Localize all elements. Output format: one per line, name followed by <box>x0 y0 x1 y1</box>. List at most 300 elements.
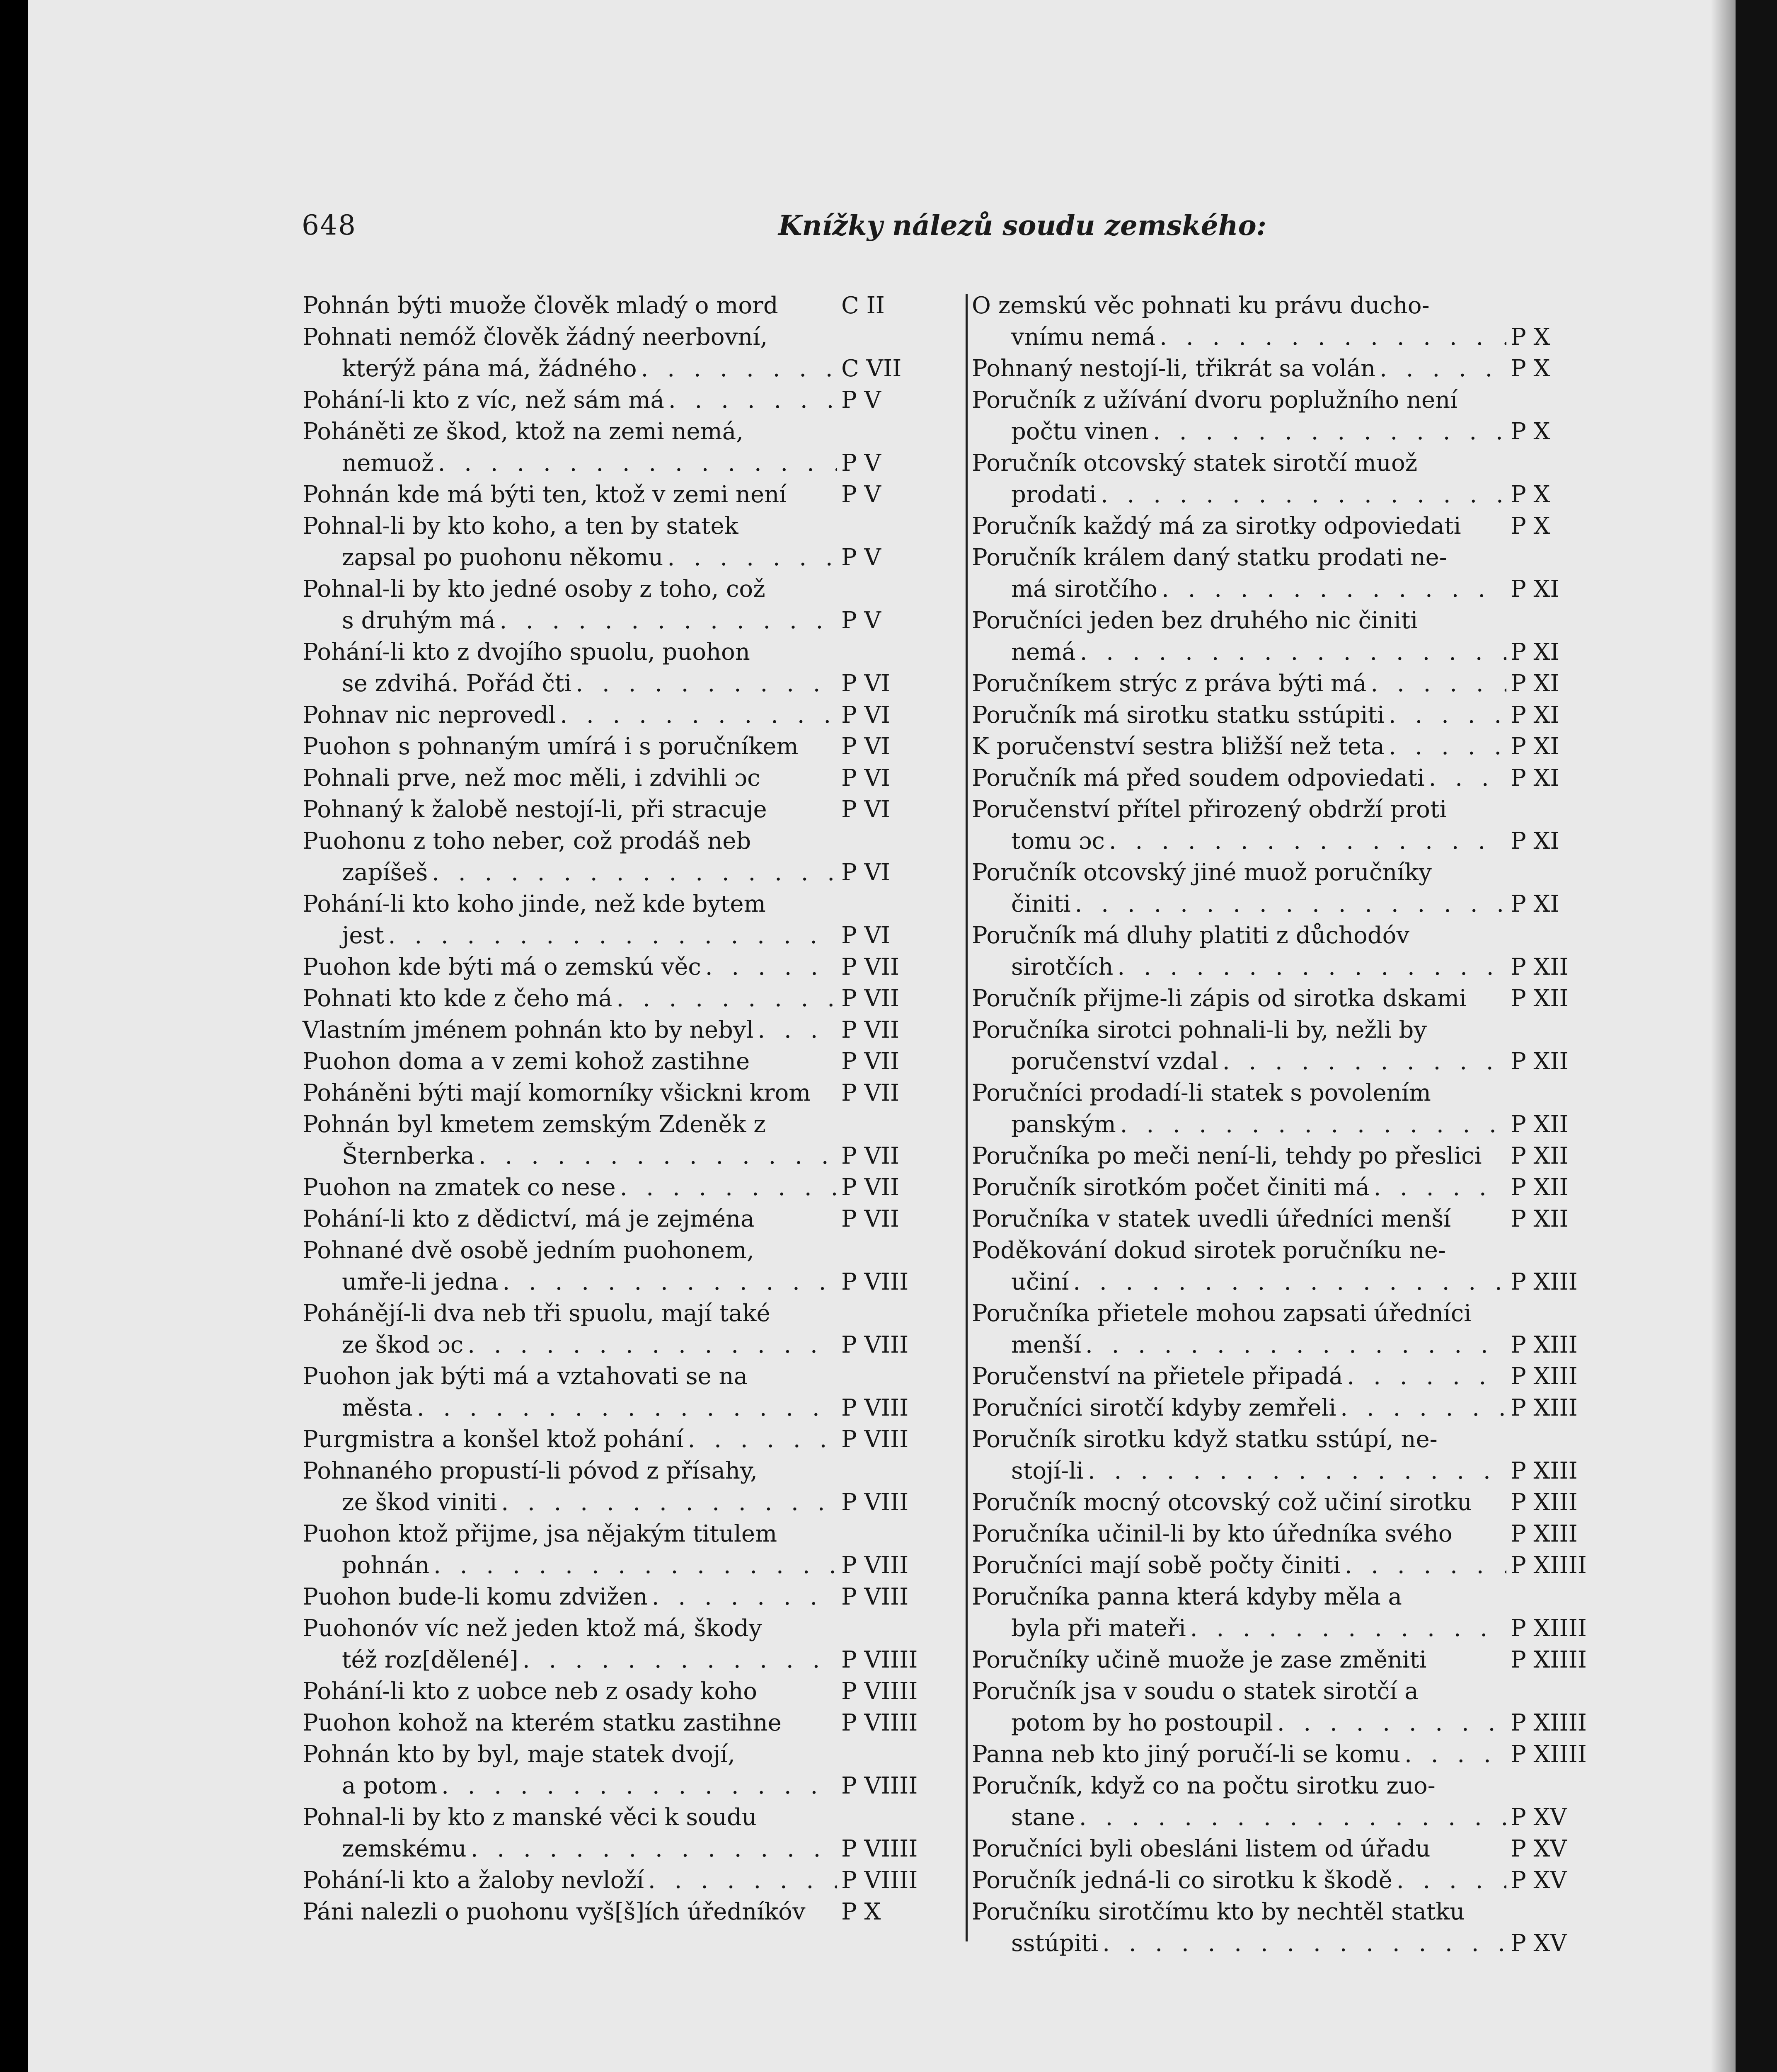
entry-reference: P XII <box>1511 954 1569 980</box>
entry-line <box>972 353 1618 385</box>
entry-reference: P X <box>1511 324 1550 351</box>
index-entry <box>972 668 1618 700</box>
entry-line <box>303 1424 949 1455</box>
index-entry <box>972 1140 1618 1172</box>
entry-line <box>303 1802 949 1833</box>
entry-text: města <box>342 1394 413 1421</box>
entry-line <box>303 479 949 511</box>
entry-text: Pohnán byl kmetem zemským Zdeněk z <box>303 1111 766 1138</box>
entry-continuation <box>972 1455 1618 1487</box>
index-entry <box>972 1865 1618 1896</box>
leader-dots <box>1404 1739 1506 1770</box>
index-entry <box>972 1896 1618 1959</box>
entry-continuation <box>972 637 1618 668</box>
entry-text: prodati <box>1011 481 1097 508</box>
index-entry <box>972 605 1618 668</box>
entry-text: menší <box>1011 1331 1081 1358</box>
leader-dots <box>432 857 837 888</box>
entry-line <box>303 1518 949 1550</box>
entry-reference: P VIII <box>841 1426 909 1453</box>
leader-dots <box>1345 1550 1506 1581</box>
entry-text: Páni nalezli o puohonu vyš[š]ích úředníkóv <box>303 1898 806 1925</box>
entry-reference: P VI <box>841 765 891 792</box>
entry-line <box>303 1613 949 1644</box>
index-entry <box>303 700 949 731</box>
entry-reference: P VIIII <box>841 1646 918 1673</box>
entry-continuation <box>303 1266 949 1298</box>
entry-line <box>972 605 1618 637</box>
entry-reference: P XIIII <box>1511 1552 1587 1579</box>
index-entry <box>303 1802 949 1865</box>
entry-line <box>972 1865 1618 1896</box>
leader-dots <box>688 1424 837 1455</box>
entry-line <box>972 385 1618 416</box>
entry-reference: P XII <box>1511 985 1569 1012</box>
entry-line <box>972 983 1618 1014</box>
index-column-right <box>972 290 1618 1959</box>
entry-continuation <box>972 1329 1618 1361</box>
entry-continuation <box>972 825 1618 857</box>
entry-line <box>303 1455 949 1487</box>
entry-line <box>972 1896 1618 1928</box>
leader-dots <box>1117 951 1506 983</box>
entry-reference: P XV <box>1511 1804 1567 1831</box>
leader-dots <box>438 448 837 479</box>
leader-dots <box>433 1550 837 1581</box>
leader-dots <box>1370 668 1506 700</box>
entry-text: Pohání-li kto z dědictví, má je zejména <box>303 1205 755 1232</box>
leader-dots <box>1347 1361 1506 1392</box>
entry-line <box>303 1896 949 1928</box>
entry-reference: P XII <box>1511 1174 1569 1201</box>
entry-text: Šternberka <box>342 1143 475 1169</box>
entry-line <box>972 1424 1618 1455</box>
entry-reference: P XI <box>1511 828 1559 854</box>
entry-text: Poručník má dluhy platiti z důchodóv <box>972 922 1409 949</box>
entry-line <box>303 322 949 353</box>
entry-text: ze škod ɔc <box>342 1331 464 1358</box>
entry-text: Poháněni býti mají komorníky všickni krom <box>303 1080 811 1106</box>
index-entry <box>972 1392 1618 1424</box>
entry-line <box>303 1676 949 1707</box>
leader-dots <box>523 1644 837 1676</box>
index-entry <box>303 1077 949 1109</box>
entry-reference: P V <box>841 387 881 414</box>
leader-dots <box>1397 1865 1506 1896</box>
entry-reference: P V <box>841 607 881 634</box>
entry-text: nemá <box>1011 639 1076 666</box>
index-entry <box>972 1298 1618 1361</box>
entry-text: Purgmistra a konšel ktož pohání <box>303 1426 684 1453</box>
entry-text: Puohon na zmatek co nese <box>303 1174 616 1201</box>
entry-continuation <box>972 1613 1618 1644</box>
entry-text: pohnán <box>342 1552 430 1579</box>
entry-line <box>972 542 1618 574</box>
entry-text: Vlastním jménem pohnán kto by nebyl <box>303 1017 754 1043</box>
entry-reference: P VII <box>841 1174 900 1201</box>
entry-line <box>972 920 1618 951</box>
entry-text: Poručník jsa v soudu o statek sirotčí a <box>972 1678 1419 1705</box>
index-entry <box>303 322 949 385</box>
index-entry <box>303 983 949 1014</box>
leader-dots <box>1079 1802 1506 1833</box>
entry-text: Poručníka v statek uvedli úředníci menší <box>972 1205 1451 1232</box>
entry-line <box>303 762 949 794</box>
entry-text: Poručníka učinil-li by kto úředníka svého <box>972 1520 1453 1547</box>
leader-dots <box>576 668 837 700</box>
leader-dots <box>1120 1109 1506 1140</box>
entry-line <box>303 1581 949 1613</box>
entry-reference: P XIII <box>1511 1268 1578 1295</box>
leader-dots <box>616 983 837 1014</box>
entry-text: stane <box>1011 1804 1075 1831</box>
entry-text: jest <box>342 922 384 949</box>
leader-dots <box>471 1833 837 1865</box>
leader-dots <box>1109 825 1506 857</box>
entry-text: kterýž pána má, žádného <box>342 355 637 382</box>
index-entry <box>303 479 949 511</box>
entry-line <box>303 1014 949 1046</box>
entry-line <box>972 1298 1618 1329</box>
entry-text: Pohnán býti muože člověk mladý o mord <box>303 292 778 319</box>
index-entry <box>303 574 949 637</box>
leader-dots <box>667 542 837 574</box>
entry-line <box>303 1172 949 1203</box>
index-entry <box>972 542 1618 605</box>
entry-line <box>972 1518 1618 1550</box>
entry-reference: P X <box>1511 481 1550 508</box>
entry-line <box>972 1077 1618 1109</box>
entry-line <box>303 416 949 448</box>
entry-text: Poručníci mají sobě počty činiti <box>972 1552 1341 1579</box>
entry-line <box>972 700 1618 731</box>
index-entry <box>972 1550 1618 1581</box>
leader-dots <box>1080 637 1506 668</box>
entry-line <box>303 1109 949 1140</box>
leader-dots <box>499 605 837 637</box>
index-entry <box>972 1770 1618 1833</box>
index-entry <box>303 1014 949 1046</box>
entry-text: Pohání-li kto koho jinde, než kde bytem <box>303 891 766 917</box>
entry-text: Panna neb kto jiný poručí-li se komu <box>972 1741 1401 1768</box>
entry-line <box>972 1140 1618 1172</box>
entry-line <box>972 1676 1618 1707</box>
entry-line <box>303 888 949 920</box>
leader-dots <box>1085 1329 1506 1361</box>
entry-text: O zemskú věc pohnati ku právu ducho- <box>972 292 1430 319</box>
entry-text: Poručník otcovský statek sirotčí muož <box>972 450 1418 477</box>
entry-text: Poručníci prodadí-li statek s povolením <box>972 1080 1431 1106</box>
entry-text: sirotčích <box>1011 954 1114 980</box>
entry-line <box>972 1739 1618 1770</box>
entry-text: Pohání-li kto a žaloby nevloží <box>303 1867 644 1894</box>
entry-line <box>972 448 1618 479</box>
running-title: Knížky nálezů soudu zemského: <box>778 209 1267 242</box>
entry-line <box>303 951 949 983</box>
entry-reference: P VIII <box>841 1331 909 1358</box>
entry-continuation <box>303 448 949 479</box>
entry-text: Pohnati kto kde z čeho má <box>303 985 613 1012</box>
leader-dots <box>441 1770 837 1802</box>
entry-text: s druhým má <box>342 607 496 634</box>
entry-text: zapsal po puohonu někomu <box>342 544 663 571</box>
leader-dots <box>1277 1707 1506 1739</box>
entry-reference: P X <box>1511 513 1550 540</box>
entry-line <box>303 1739 949 1770</box>
index-entry <box>972 1644 1618 1676</box>
entry-continuation <box>303 1392 949 1424</box>
leader-dots <box>1223 1046 1506 1077</box>
leader-dots <box>1389 731 1506 762</box>
index-entry <box>972 1833 1618 1865</box>
leader-dots <box>620 1172 837 1203</box>
leader-dots <box>1190 1613 1506 1644</box>
entry-line <box>972 731 1618 762</box>
index-entry <box>972 1014 1618 1077</box>
leader-dots <box>1101 479 1506 511</box>
entry-reference: P VIIII <box>841 1709 918 1736</box>
page-number: 648 <box>302 209 356 241</box>
entry-line <box>303 385 949 416</box>
index-entry <box>972 1487 1618 1518</box>
index-entry <box>972 1172 1618 1203</box>
index-column-left <box>303 290 949 1928</box>
entry-text: má sirotčího <box>1011 576 1157 603</box>
entry-line <box>303 1203 949 1235</box>
entry-text: Pohnal-li by kto jedné osoby z toho, což <box>303 576 765 603</box>
entry-line <box>303 1298 949 1329</box>
entry-text: Pohnán kde má býti ten, ktož v zemi není <box>303 481 787 508</box>
entry-continuation <box>303 1140 949 1172</box>
entry-text: Puohon kohož na kterém statku zastihne <box>303 1709 782 1736</box>
entry-reference: P XI <box>1511 765 1559 792</box>
entry-continuation <box>972 888 1618 920</box>
index-entry <box>972 511 1618 542</box>
entry-line <box>303 1865 949 1896</box>
index-entry <box>972 1676 1618 1739</box>
entry-reference: P X <box>1511 418 1550 445</box>
entry-continuation <box>972 951 1618 983</box>
entry-text: Poručenství na přietele připadá <box>972 1363 1343 1390</box>
index-entry <box>303 731 949 762</box>
entry-text: umře-li jedna <box>342 1268 499 1295</box>
entry-text: Poručník má před soudem odpoviedati <box>972 765 1425 792</box>
entry-line <box>972 1644 1618 1676</box>
index-entry <box>972 1739 1618 1770</box>
entry-text: Puohon kde býti má o zemskú věc <box>303 954 701 980</box>
index-entry <box>972 1518 1618 1550</box>
entry-reference: P VIIII <box>841 1867 918 1894</box>
entry-reference: P XII <box>1511 1143 1569 1169</box>
entry-continuation <box>303 353 949 385</box>
entry-text: zemskému <box>342 1835 467 1862</box>
index-entry <box>303 794 949 825</box>
entry-line <box>972 794 1618 825</box>
entry-text: učiní <box>1011 1268 1069 1295</box>
entry-continuation <box>972 479 1618 511</box>
entry-text: Puohon s pohnaným umírá i s poručníkem <box>303 733 799 760</box>
index-entry <box>972 762 1618 794</box>
index-entry <box>303 825 949 888</box>
index-entry <box>303 1172 949 1203</box>
entry-continuation <box>303 1550 949 1581</box>
index-entry <box>972 1361 1618 1392</box>
leader-dots <box>648 1865 837 1896</box>
entry-text: Pohnaný nestojí-li, třikrát sa volán <box>972 355 1376 382</box>
entry-text: ze škod viniti <box>342 1489 497 1516</box>
entry-line <box>303 574 949 605</box>
entry-continuation <box>303 1644 949 1676</box>
index-entry <box>972 857 1618 920</box>
entry-continuation <box>303 542 949 574</box>
index-entry <box>303 511 949 574</box>
entry-line <box>303 290 949 322</box>
index-entry <box>972 1077 1618 1140</box>
leader-dots <box>501 1487 837 1518</box>
entry-text: činiti <box>1011 891 1071 917</box>
entry-reference: P XIII <box>1511 1363 1578 1390</box>
entry-reference: P VI <box>841 702 891 729</box>
leader-dots <box>417 1392 837 1424</box>
index-entry <box>303 1518 949 1581</box>
leader-dots <box>502 1266 837 1298</box>
entry-reference: C VII <box>841 355 902 382</box>
entry-text: Poručník sirotku když statku sstúpí, ne- <box>972 1426 1438 1453</box>
entry-text: K poručenství sestra bližší než teta <box>972 733 1385 760</box>
leader-dots <box>641 353 837 385</box>
entry-reference: P VI <box>841 670 891 697</box>
index-entry <box>303 416 949 479</box>
index-entry <box>303 1203 949 1235</box>
index-entry <box>303 1896 949 1928</box>
index-entry <box>303 1361 949 1424</box>
entry-text: Puohonóv víc než jeden ktož má, škody <box>303 1615 762 1642</box>
entry-line <box>303 511 949 542</box>
entry-continuation <box>972 416 1618 448</box>
leader-dots <box>1075 888 1506 920</box>
entry-text: Poručníka sirotci pohnali-li by, nežli by <box>972 1017 1427 1043</box>
leader-dots <box>1153 416 1506 448</box>
entry-reference: P XIIII <box>1511 1709 1587 1736</box>
entry-continuation <box>972 1046 1618 1077</box>
entry-reference: P VIIII <box>841 1772 918 1799</box>
entry-continuation <box>972 1109 1618 1140</box>
entry-text: Poručníci sirotčí kdyby zemřeli <box>972 1394 1336 1421</box>
entry-text: Pohání-li kto z uobce neb z osady koho <box>303 1678 758 1705</box>
entry-continuation <box>303 1770 949 1802</box>
entry-text: počtu vinen <box>1011 418 1149 445</box>
leader-dots <box>1429 762 1506 794</box>
index-entry <box>972 1581 1618 1644</box>
entry-reference: P VI <box>841 733 891 760</box>
entry-text: Pohnati nemóž člověk žádný neerbovní, <box>303 324 768 351</box>
entry-reference: P XI <box>1511 670 1559 697</box>
page-header <box>302 209 1421 247</box>
index-entry <box>972 1203 1618 1235</box>
entry-text: Poručník přijme-li zápis od sirotka dskami <box>972 985 1467 1012</box>
entry-reference: P XIII <box>1511 1457 1578 1484</box>
entry-continuation <box>972 574 1618 605</box>
leader-dots <box>668 385 837 416</box>
leader-dots <box>1340 1392 1506 1424</box>
index-entry <box>972 1235 1618 1298</box>
entry-reference: P XIII <box>1511 1331 1578 1358</box>
entry-text: panským <box>1011 1111 1116 1138</box>
entry-line <box>972 1172 1618 1203</box>
entry-text: Pohnán kto by byl, maje statek dvojí, <box>303 1741 735 1768</box>
entry-reference: P XIIII <box>1511 1646 1587 1673</box>
entry-line <box>303 731 949 762</box>
entry-reference: P VII <box>841 1080 900 1106</box>
entry-text: Poručníkem strýc z práva býti má <box>972 670 1367 697</box>
entry-line <box>972 1581 1618 1613</box>
leader-dots <box>1374 1172 1506 1203</box>
entry-line <box>972 1392 1618 1424</box>
scan-edge <box>1736 0 1777 2072</box>
entry-reference: P VI <box>841 796 891 823</box>
entry-line <box>972 1235 1618 1266</box>
entry-reference: P V <box>841 481 881 508</box>
entry-text: Puohon doma a v zemi kohož zastihne <box>303 1048 750 1075</box>
index-entry <box>303 385 949 416</box>
entry-line <box>972 290 1618 322</box>
entry-reference: P XI <box>1511 639 1559 666</box>
entry-reference: P VIII <box>841 1394 909 1421</box>
entry-text: Poručník mocný otcovský což učiní sirotku <box>972 1489 1472 1516</box>
entry-line <box>972 1833 1618 1865</box>
entry-text: Poručník otcovský jiné muož poručníky <box>972 859 1432 886</box>
entry-text: stojí-li <box>1011 1457 1084 1484</box>
index-entry <box>303 1109 949 1172</box>
entry-reference: P XV <box>1511 1930 1567 1957</box>
entry-continuation <box>303 857 949 888</box>
entry-line <box>972 1203 1618 1235</box>
entry-reference: P XIIII <box>1511 1741 1587 1768</box>
entry-continuation <box>303 1833 949 1865</box>
entry-text: zapíšeš <box>342 859 428 886</box>
entry-text: Pohnav nic neprovedl <box>303 702 556 729</box>
index-entry <box>303 1235 949 1298</box>
entry-text: Pohnal-li by kto z manské věci k soudu <box>303 1804 757 1831</box>
index-entry <box>972 1424 1618 1487</box>
entry-reference: P XI <box>1511 576 1559 603</box>
entry-text: byla při mateři <box>1011 1615 1186 1642</box>
index-entry <box>972 983 1618 1014</box>
entry-text: Poručníci byli obesláni listem od úřadu <box>972 1835 1431 1862</box>
index-entry <box>303 1581 949 1613</box>
entry-line <box>972 1361 1618 1392</box>
entry-text: a potom <box>342 1772 438 1799</box>
entry-text: nemuož <box>342 450 434 477</box>
index-entry <box>303 290 949 322</box>
entry-reference: P X <box>1511 355 1550 382</box>
index-entry <box>303 1707 949 1739</box>
entry-reference: P VIIII <box>841 1678 918 1705</box>
entry-text: tomu ɔc <box>1011 828 1105 854</box>
entry-reference: P VIII <box>841 1552 909 1579</box>
index-entry <box>972 290 1618 353</box>
entry-text: Poručník z užívání dvoru poplužního není <box>972 387 1458 414</box>
index-entry <box>972 385 1618 448</box>
leader-dots <box>467 1329 837 1361</box>
entry-text: Puohon jak býti má a vztahovati se na <box>303 1363 748 1390</box>
entry-text: Poručník sirotkóm počet činiti má <box>972 1174 1370 1201</box>
entry-line <box>303 794 949 825</box>
entry-reference: C II <box>841 292 885 319</box>
leader-dots <box>1160 322 1506 353</box>
index-entry <box>303 637 949 700</box>
index-entry <box>303 888 949 951</box>
